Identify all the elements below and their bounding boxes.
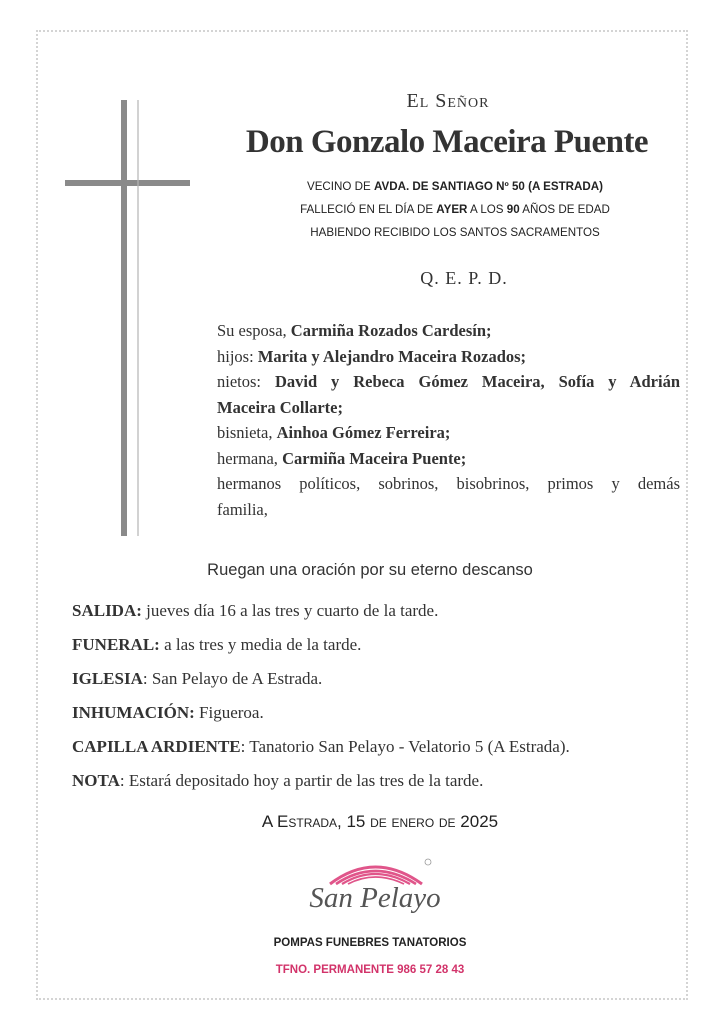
family-nietos-cont: Maceira Collarte; <box>217 397 343 417</box>
sacraments-line: HABIENDO RECIBIDO LOS SANTOS SACRAMENTOS <box>310 226 600 239</box>
family-nietos: nietos: David y Rebeca Gómez Maceira, Sofía y Adrián <box>217 372 680 391</box>
funeral-home-logo <box>300 856 450 924</box>
family-hijos: hijos: Marita y Alejandro Maceira Rozados; <box>217 346 527 366</box>
detail-iglesia: IGLESIA: San Pelayo de A Estrada. <box>72 669 323 688</box>
company-tagline: POMPAS FUNEBRES TANATORIOS <box>273 937 467 949</box>
place-date: A Estrada, 15 de enero de 2025 <box>261 812 499 831</box>
qepd: Q. E. P. D. <box>420 268 508 288</box>
logo-text: San Pelayo <box>309 882 441 914</box>
family-others: hermanos políticos, sobrinos, bisobrinos, primos y demás <box>217 474 680 493</box>
deceased-name: Don Gonzalo Maceira Puente <box>245 124 649 160</box>
detail-inhumacion: INHUMACIÓN: Figueroa. <box>72 703 264 722</box>
family-list <box>217 318 680 522</box>
family-hermana: hermana, Carmiña Maceira Puente; <box>217 448 467 468</box>
detail-nota: NOTA: Estará depositado hoy a partir de las tres de la tarde. <box>72 771 484 790</box>
residence-line: VECINO DE AVDA. DE SANTIAGO Nº 50 (A ESTRADA) <box>306 180 604 193</box>
detail-salida: SALIDA: jueves día 16 a las tres y cuarto de la tarde. <box>72 601 439 620</box>
family-bisnieta: bisnieta, Ainhoa Gómez Ferreira; <box>217 423 451 442</box>
prayer-request: Ruegan una oración por su eterno descanso <box>207 561 533 579</box>
detail-funeral: FUNERAL: a las tres y media de la tarde. <box>72 635 362 654</box>
detail-capilla: CAPILLA ARDIENTE: Tanatorio San Pelayo - Velatorio 5 (A Estrada). <box>72 737 570 756</box>
phone-number: TFNO. PERMANENTE 986 57 28 43 <box>275 964 465 976</box>
family-esposa: Su esposa, Carmiña Rozados Cardesín; <box>217 321 492 340</box>
deceased-title: El Señor <box>406 90 490 112</box>
service-details <box>72 598 692 802</box>
family-others-cont: familia, <box>217 499 268 519</box>
death-line: FALLECIÓ EN EL DÍA DE AYER A LOS 90 AÑOS DE EDAD <box>300 203 610 216</box>
